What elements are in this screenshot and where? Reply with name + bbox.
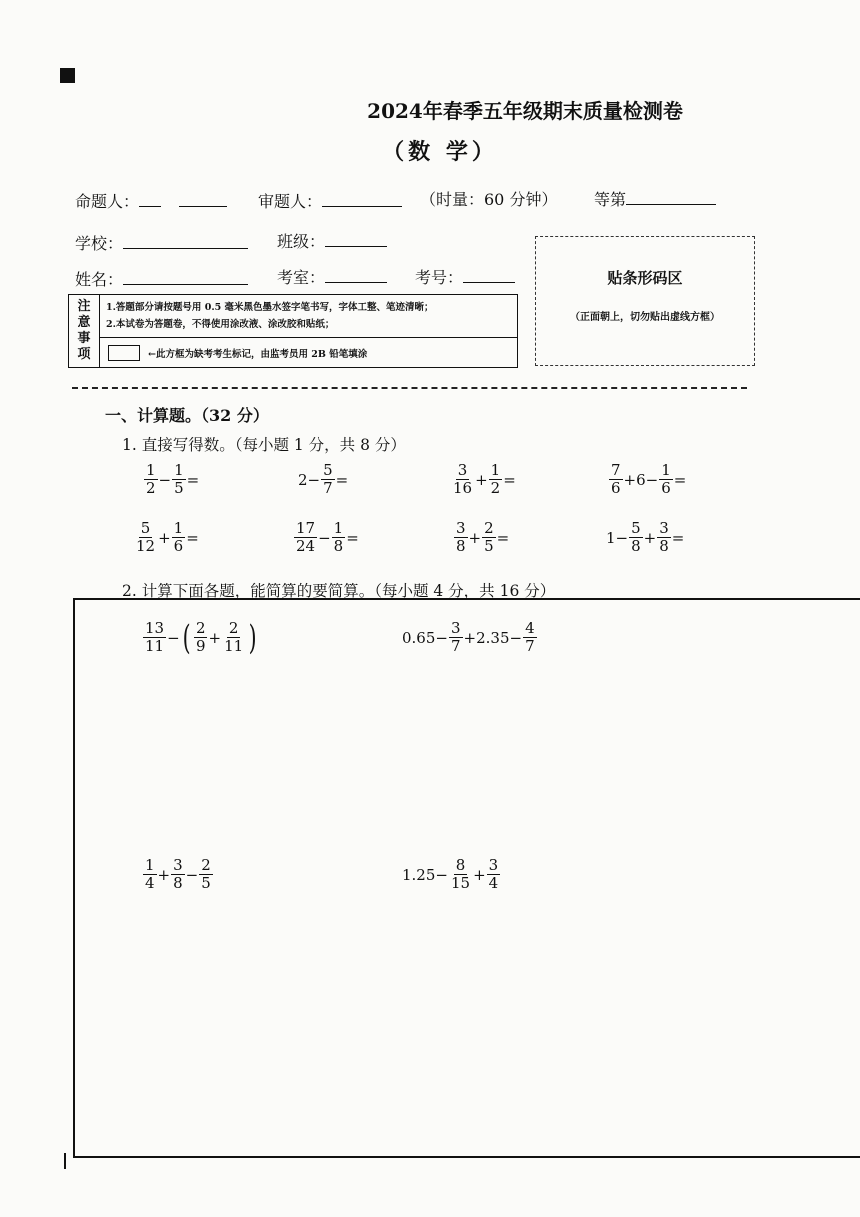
registration-mark: [60, 68, 75, 83]
section-1-title: 一、计算题。（32 分）: [105, 406, 269, 425]
q2-problem-2: 0.65 − $\frac{3}{7}$ +2.35− $\frac{4}{7}$: [402, 619, 535, 655]
class-field: 班级：: [277, 229, 387, 252]
q1-expression-7: $\frac{3}{8}$ + $\frac{2}{5}$ =: [456, 519, 510, 555]
question-1-title: 1. 直接写得数。（每小题 1 分，共 8 分）: [122, 436, 406, 454]
q2-problem-3: $\frac{1}{4}$ + $\frac{3}{8}$ − $\frac{2}{5}$: [145, 856, 211, 892]
margin-tick: [64, 1153, 66, 1169]
q1-expression-8: 1 − $\frac{5}{8}$ + $\frac{3}{8}$ =: [606, 519, 685, 555]
absence-mark-checkbox[interactable]: [108, 345, 140, 361]
q2-problem-4: 1.25 − $\frac{8}{15}$ + $\frac{3}{4}$: [402, 856, 499, 892]
question-2-title: 2. 计算下面各题，能简算的要简算。（每小题 4 分，共 16 分）: [122, 582, 556, 600]
reviewer-field: 审题人：: [258, 189, 402, 212]
name-field: 姓名：: [75, 267, 248, 290]
notice-rule-2: 2.本试卷为答题卷，不得使用涂改液、涂改胶和贴纸；: [106, 319, 335, 330]
exam-number-field: 考号：: [415, 265, 515, 288]
q1-expression-1: $\frac{1}{2}$ − $\frac{1}{5}$ =: [146, 461, 200, 497]
grade-field: 等第: [594, 187, 716, 210]
notice-heading: 注 意 事 项: [69, 295, 100, 367]
time-label: （时量：60 分钟）: [420, 190, 558, 209]
barcode-title: 贴条形码区: [607, 269, 683, 287]
exam-title: 2024年春季五年级期末质量检测卷: [367, 99, 683, 123]
barcode-note: （正面朝上，切勿贴出虚线方框）: [570, 312, 720, 323]
room-field: 考室：: [277, 265, 387, 288]
q1-expression-4: $\frac{7}{6}$ +6− $\frac{1}{6}$ =: [611, 461, 687, 497]
q1-expression-6: $\frac{17}{24}$ − $\frac{1}{8}$ =: [296, 519, 359, 555]
q1-expression-5: $\frac{5}{12}$ + $\frac{1}{6}$ =: [136, 519, 199, 555]
absence-mark-row: [100, 338, 517, 367]
notice-rules: [100, 295, 517, 338]
q1-expression-3: $\frac{3}{16}$ + $\frac{1}{2}$ =: [453, 461, 516, 497]
notice-box: [68, 294, 518, 368]
cut-line: [72, 387, 747, 389]
school-field: 学校：: [75, 231, 248, 254]
barcode-area: [535, 236, 755, 366]
absence-mark-text: ←此方框为缺考考生标记，由监考员用 2B 铅笔填涂: [148, 348, 368, 360]
q1-expression-2: 2 − $\frac{5}{7}$ =: [298, 461, 349, 497]
q2-problem-1: $\frac{13}{11}$ − ( $\frac{2}{9}$ + $\frac{2}{11}$ ): [145, 617, 257, 658]
notice-rule-1: 1.答题部分请按题号用 0.5 毫米黑色墨水签字笔书写，字体工整、笔迹清晰；: [106, 302, 434, 313]
exam-subject: （数 学）: [382, 139, 498, 165]
author-field: 命题人：: [75, 189, 227, 212]
